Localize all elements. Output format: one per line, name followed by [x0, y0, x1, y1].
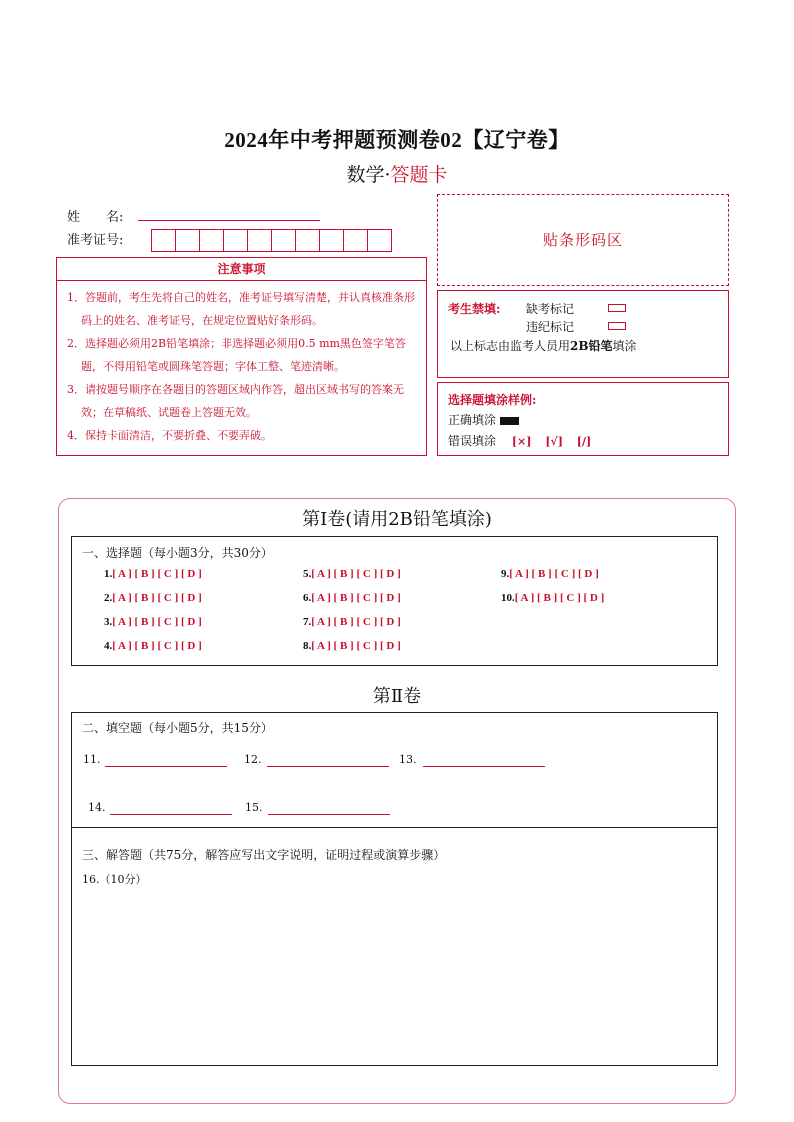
name-field[interactable]	[138, 206, 320, 221]
correct-label	[448, 411, 519, 428]
fill-answer-line[interactable]	[423, 752, 545, 767]
id-label: 准考证号:	[67, 233, 124, 248]
choice-question[interactable]	[104, 616, 202, 628]
fill-block	[71, 712, 718, 828]
notice-box	[56, 257, 427, 456]
prohibit-note-suffix: 填涂	[612, 339, 637, 353]
answer-options[interactable]: [ A ] [ B ] [ C ] [ D ]	[112, 568, 202, 580]
question-number: 3.	[104, 616, 113, 628]
fill-section-title: 二、填空题（每小题5分，共15分）	[82, 721, 273, 735]
id-digit-box[interactable]	[271, 229, 296, 252]
answer-options[interactable]: [ A ] [ B ] [ C ] [ D ]	[112, 640, 202, 652]
wrong-mark-cross: [×]	[511, 435, 532, 448]
part2-title: 第Ⅱ卷	[372, 686, 422, 707]
question-number: 7.	[303, 616, 312, 628]
choice-question[interactable]	[104, 568, 202, 580]
prohibit-title: 考生禁填:	[448, 302, 501, 316]
question-number: 6.	[303, 592, 312, 604]
answer-options[interactable]: [ A ] [ B ] [ C ] [ D ]	[514, 592, 605, 604]
question-number: 8.	[303, 640, 312, 652]
fill-number: 13.	[399, 753, 417, 766]
notice-item: 3．请按题号顺序在各题目的答题区域内作答，超出区域书写的答案无效；在草稿纸、试题卷上答题无效。	[67, 383, 404, 419]
filled-mark-sample	[500, 417, 519, 425]
fill-answer-line[interactable]	[267, 752, 389, 767]
barcode-area	[437, 194, 729, 286]
card-label: 答题卡	[390, 164, 448, 186]
page-title: 2024年中考押题预测卷02【辽宁卷】	[224, 128, 570, 152]
fill-number: 14.	[88, 801, 106, 814]
answer-options[interactable]: [ A ] [ B ] [ C ] [ D ]	[311, 568, 401, 580]
id-digit-box[interactable]	[247, 229, 272, 252]
barcode-label: 贴条形码区	[542, 231, 623, 249]
answer-section-title: 三、解答题（共75分，解答应写出文字说明，证明过程或演算步骤）	[82, 848, 446, 862]
answer-block[interactable]	[71, 827, 718, 1066]
fill-answer-line[interactable]	[268, 800, 390, 815]
notice-list	[57, 286, 426, 447]
dot-separator: ·	[384, 164, 391, 186]
page-subtitle	[0, 160, 794, 187]
id-digit-box[interactable]	[151, 229, 176, 252]
choice-block	[71, 536, 718, 666]
subject: 数学	[346, 164, 385, 186]
question-number: 4.	[104, 640, 113, 652]
fill-number: 11.	[83, 753, 101, 766]
notice-item: 2．选择题必须用2B铅笔填涂；非选择题必须用0.5 mm黑色签字笔答题，不得用铅笔或圆珠笔答题；字体工整、笔迹清晰。	[67, 337, 406, 373]
id-digit-box[interactable]	[199, 229, 224, 252]
prohibit-note	[450, 337, 637, 354]
question-number: 10.	[501, 592, 515, 604]
question-number: 9.	[501, 568, 510, 580]
fill-number: 15.	[245, 801, 263, 814]
correct-text: 正确填涂	[448, 413, 497, 427]
prohibit-box	[437, 290, 729, 378]
answer-options[interactable]: [ A ] [ B ] [ C ] [ D ]	[509, 568, 599, 580]
fill-answer-line[interactable]	[110, 800, 232, 815]
notice-item: 4．保持卡面清洁，不要折叠、不要弄破。	[67, 429, 272, 442]
violation-mark-box[interactable]	[608, 322, 626, 330]
wrong-text: 错误填涂	[448, 434, 497, 448]
choice-question[interactable]	[303, 640, 401, 652]
prohibit-note-bold: 2B铅笔	[570, 339, 613, 353]
absent-label: 缺考标记	[526, 302, 575, 316]
answer-options[interactable]: [ A ] [ B ] [ C ] [ D ]	[112, 616, 202, 628]
absent-mark-box[interactable]	[608, 304, 626, 312]
choice-question[interactable]	[104, 592, 202, 604]
choice-question[interactable]	[501, 592, 604, 604]
choice-question[interactable]	[303, 568, 401, 580]
sample-box	[437, 382, 729, 456]
id-digit-box[interactable]	[295, 229, 320, 252]
choice-question[interactable]	[501, 568, 599, 580]
answer-options[interactable]: [ A ] [ B ] [ C ] [ D ]	[311, 592, 401, 604]
wrong-mark-slash: [/]	[576, 435, 592, 448]
answer-options[interactable]: [ A ] [ B ] [ C ] [ D ]	[311, 616, 401, 628]
id-number-boxes[interactable]	[152, 229, 392, 252]
choice-section-title: 一、选择题（每小题3分，共30分）	[82, 546, 273, 560]
fill-number: 12.	[244, 753, 262, 766]
question-number: 2.	[104, 592, 113, 604]
choice-question[interactable]	[303, 592, 401, 604]
sample-title: 选择题填涂样例:	[448, 393, 537, 407]
wrong-label	[448, 432, 601, 449]
question-number: 1.	[104, 568, 113, 580]
fill-answer-line[interactable]	[105, 752, 227, 767]
choice-question[interactable]	[104, 640, 202, 652]
name-label: 姓 名:	[67, 210, 124, 225]
question-number: 5.	[303, 568, 312, 580]
id-digit-box[interactable]	[175, 229, 200, 252]
id-digit-box[interactable]	[343, 229, 368, 252]
violation-label: 违纪标记	[526, 320, 575, 334]
answer-options[interactable]: [ A ] [ B ] [ C ] [ D ]	[112, 592, 202, 604]
wrong-mark-check: [√]	[545, 435, 563, 448]
notice-item: 1．答题前，考生先将自己的姓名，准考证号填写清楚，并认真核准条形码上的姓名、准考证号，在规定位置贴好条形码。	[67, 291, 415, 327]
answer-options[interactable]: [ A ] [ B ] [ C ] [ D ]	[311, 640, 401, 652]
id-digit-box[interactable]	[319, 229, 344, 252]
prohibit-note-prefix: 以上标志由监考人员用	[450, 339, 571, 353]
id-digit-box[interactable]	[367, 229, 392, 252]
part1-title: 第Ⅰ卷(请用2B铅笔填涂)	[302, 509, 492, 530]
notice-title: 注意事项	[57, 258, 426, 281]
choice-question[interactable]	[303, 616, 401, 628]
question-16-label: 16.（10分）	[82, 873, 147, 886]
id-digit-box[interactable]	[223, 229, 248, 252]
